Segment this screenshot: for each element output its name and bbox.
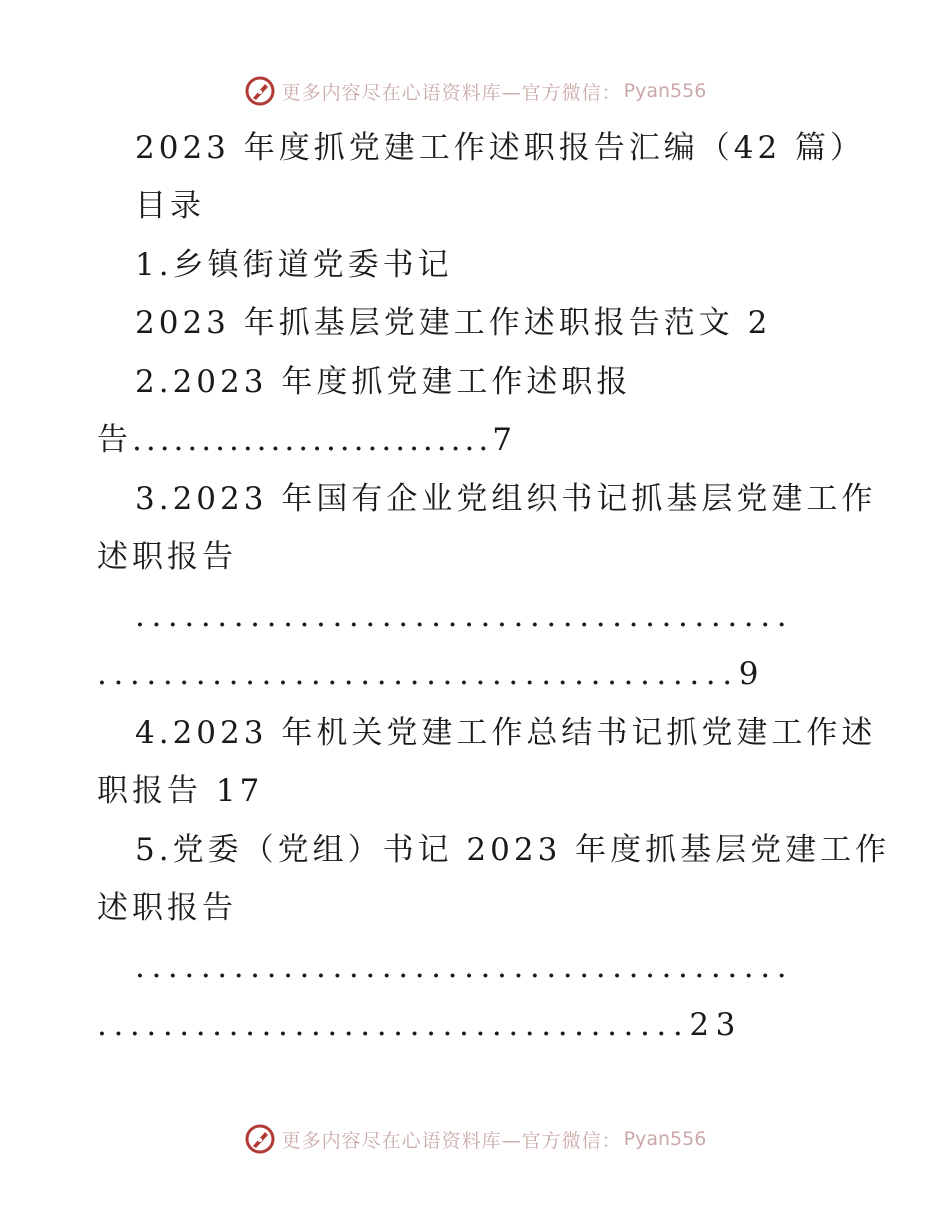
document-title: 2023 年度抓党建工作述职报告汇编（42 篇） <box>135 130 866 166</box>
watermark-id: Pyan556 <box>623 80 707 102</box>
toc-leader-dots: ........................................ <box>135 598 794 634</box>
toc-line: 5.党委（党组）书记 2023 年度抓基层党建工作 <box>135 832 891 868</box>
watermark-id: Pyan556 <box>623 1128 707 1150</box>
watermark-text: 更多内容尽在心语资料库—官方微信： <box>281 1129 622 1152</box>
toc-line: 职报告 17 <box>97 773 264 809</box>
toc-line: 4.2023 年机关党建工作总结书记抓党建工作述 <box>135 715 877 751</box>
toc-line: 述职报告 <box>97 539 237 575</box>
toc-line: 述职报告 <box>97 890 237 926</box>
watermark-text: 更多内容尽在心语资料库—官方微信： <box>281 81 622 104</box>
toc-heading: 目录 <box>135 188 205 224</box>
toc-line: 2.2023 年度抓党建工作述职报 <box>135 364 632 400</box>
pen-logo-icon <box>244 1123 276 1155</box>
toc-leader-dots: ........................................ <box>135 949 794 985</box>
toc-leader-dots: ....................................23 <box>97 1007 742 1043</box>
toc-line: 1.乡镇街道党委书记 <box>135 247 453 283</box>
toc-line: 3.2023 年国有企业党组织书记抓基层党建工作 <box>135 481 877 517</box>
toc-line: 告..........................7 <box>97 422 516 458</box>
watermark-footer <box>0 1121 950 1157</box>
pen-logo-icon <box>244 75 276 107</box>
watermark-header <box>0 73 950 109</box>
toc-leader-dots: .......................................9 <box>97 656 766 692</box>
toc-line: 2023 年抓基层党建工作述职报告范文 2 <box>135 305 772 341</box>
